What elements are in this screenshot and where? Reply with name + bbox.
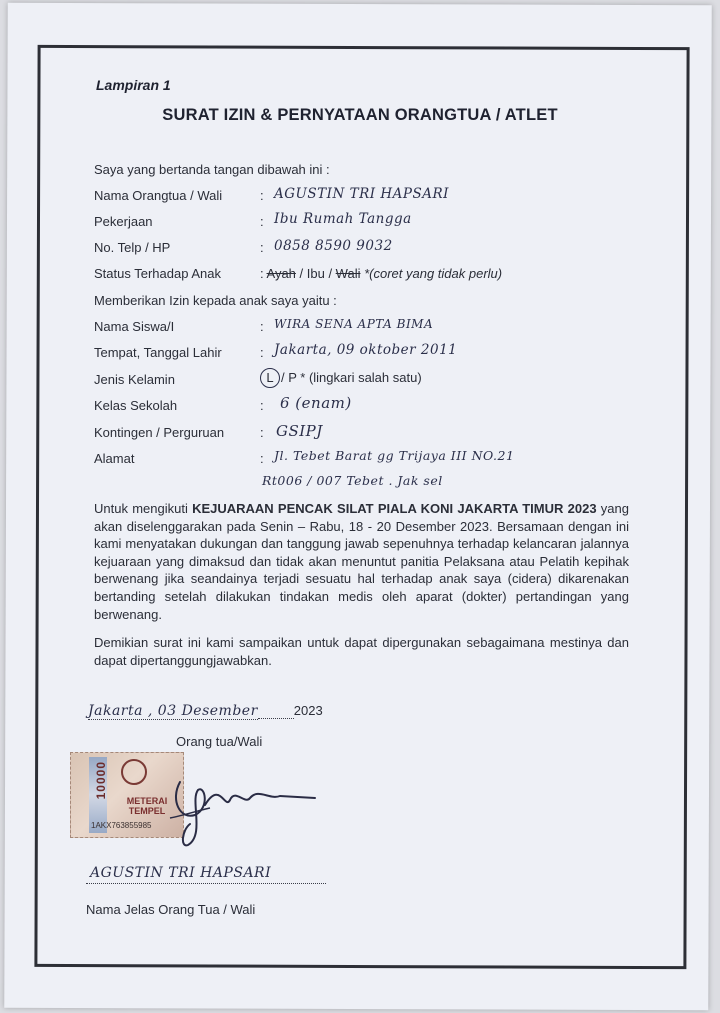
gender-selected-circle: L xyxy=(260,368,280,388)
occupation-label: Pekerjaan xyxy=(94,214,153,229)
contingent-value: GSIPJ xyxy=(276,422,323,440)
colon: : xyxy=(260,188,264,203)
statement-body: yang akan diselenggarakan pada Senin – Rabu, 18 - 20 Desember 2023. Bersamaan dengan ini kami menyatakan dukungan dan tanggung jawab sepenuhnya terhadap kelancaran jalannya kejuaraan yang dimaksud dan tidak akan menuntut panitia Pelaksana atau Pelatih kepihak berwenang jika seandainya terjadi sesuatu hal terhadap anak saya (cidera) dikarenakan bertanding setelah dilakukan tindakan medis oleh aparat (dokter) pertandingan yang berwenang. xyxy=(94,501,629,622)
intro-text: Saya yang bertanda tangan dibawah ini : xyxy=(94,162,330,177)
stamp-title: METERAI TEMPEL xyxy=(126,796,168,816)
dotted-line xyxy=(86,883,326,884)
address-line-1: Jl. Tebet Barat gg Trijaya III NO.21 xyxy=(274,448,515,463)
statement-intro: Untuk mengikuti xyxy=(94,501,193,516)
parent-name-label: Nama Orangtua / Wali xyxy=(94,188,223,203)
handwritten-signature xyxy=(110,760,340,850)
stamp-value: 10000 xyxy=(94,761,108,800)
occupation-value: Ibu Rumah Tangga xyxy=(274,211,412,227)
place-date xyxy=(88,702,323,720)
colon: : xyxy=(260,214,264,229)
statement-paragraph xyxy=(94,500,629,623)
signer-name-caption: Nama Jelas Orang Tua / Wali xyxy=(86,902,256,917)
dotted-line xyxy=(258,703,294,719)
gender-options xyxy=(260,368,422,388)
parent-name-value: AGUSTIN TRI HAPSARI xyxy=(274,186,449,202)
gender-label: Jenis Kelamin xyxy=(94,372,175,387)
child-name-value: WIRA SENA APTA BIMA xyxy=(274,317,434,331)
colon: : xyxy=(260,398,264,413)
child-intro-text: Memberikan Izin kepada anak saya yaitu : xyxy=(94,293,337,308)
closing-paragraph: Demikian surat ini kami sampaikan untuk dapat dipergunakan sebagaimana mestinya dan dapat dipertanggungjawabkan. xyxy=(94,635,629,668)
signer-role: Orang tua/Wali xyxy=(176,734,263,749)
signing-year: 2023 xyxy=(293,703,323,718)
address-line-2: Rt006 / 007 Tebet . Jak sel xyxy=(262,473,443,488)
birth-value: Jakarta, 09 oktober 2011 xyxy=(274,342,458,358)
child-name-label: Nama Siswa/I xyxy=(94,319,175,334)
class-value: 6 (enam) xyxy=(280,394,352,412)
class-label: Kelas Sekolah xyxy=(94,398,178,413)
colon: : xyxy=(260,319,264,334)
birth-label: Tempat, Tanggal Lahir xyxy=(94,345,222,360)
phone-label: No. Telp / HP xyxy=(94,240,171,255)
option-wali: Wali xyxy=(335,266,361,281)
colon: : xyxy=(260,240,264,255)
option-ayah: Ayah xyxy=(266,266,296,281)
phone-value: 0858 8590 9032 xyxy=(274,238,393,254)
stamp-serial: 1AKX763855985 xyxy=(91,821,152,830)
signer-name-hand: AGUSTIN TRI HAPSARI xyxy=(90,865,272,881)
event-name: KEJUARAAN PENCAK SILAT PIALA KONI JAKARTA TIMUR 2023 xyxy=(192,501,597,516)
gender-rest: / P * (lingkari salah satu) xyxy=(281,370,422,385)
contingent-label: Kontingen / Perguruan xyxy=(94,425,225,440)
colon: : xyxy=(260,451,264,466)
colon: : xyxy=(260,425,264,440)
address-label: Alamat xyxy=(94,451,135,466)
signer-name-line xyxy=(86,864,326,884)
attachment-label: Lampiran 1 xyxy=(96,77,171,93)
place-date-hand: Jakarta , 03 Desember xyxy=(88,703,258,719)
colon: : xyxy=(260,345,264,360)
document-title: SURAT IZIN & PERNYATAAN ORANGTUA / ATLET xyxy=(162,106,558,124)
status-label: Status Terhadap Anak xyxy=(94,266,221,281)
status-note: *(coret yang tidak perlu) xyxy=(360,266,503,281)
status-options: : Ayah / Ibu / Wali *(coret yang tidak perlu) xyxy=(260,266,503,281)
option-ibu: / Ibu / xyxy=(295,266,336,281)
